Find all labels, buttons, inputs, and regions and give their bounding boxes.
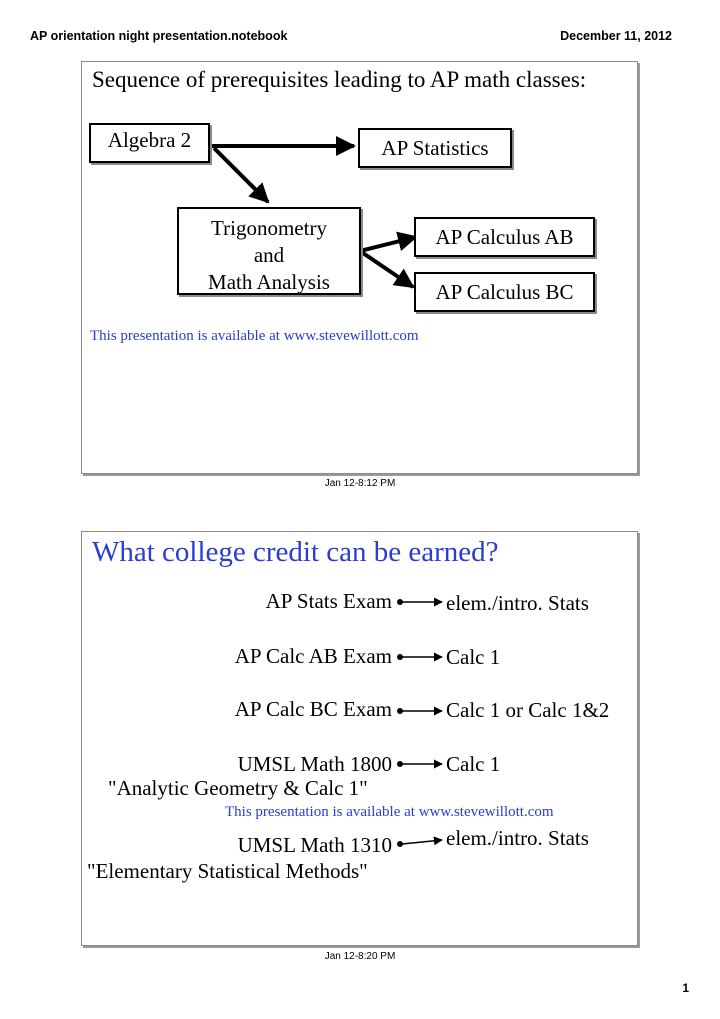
exam-ap-calc-bc: AP Calc BC Exam xyxy=(234,697,392,721)
box-trig-line3: Math Analysis xyxy=(208,269,330,294)
box-algebra-2 xyxy=(89,123,210,163)
credit-umsl-1310: elem./intro. Stats xyxy=(446,826,589,850)
slide2-timestamp: Jan 12-8:20 PM xyxy=(324,951,396,962)
arrow-trig-to-calcab xyxy=(360,237,416,251)
box-trig-line1: Trigonometry xyxy=(211,216,327,240)
page-number: 1 xyxy=(682,981,689,995)
credit-ap-calc-bc: Calc 1 or Calc 1&2 xyxy=(446,698,610,722)
arrow-algebra2-to-trig xyxy=(214,148,268,202)
box-ap-calculus-ab-label: AP Calculus AB xyxy=(435,224,574,249)
course-umsl-1310: "Elementary Statistical Methods" xyxy=(87,859,368,883)
header-date: December 11, 2012 xyxy=(560,29,672,43)
credit-ap-calc-ab: Calc 1 xyxy=(446,645,501,669)
box-trig-line2: and xyxy=(253,242,285,267)
slide-college-credit xyxy=(81,531,638,946)
box-ap-statistics-label: AP Statistics xyxy=(381,135,489,160)
slide1-title: Sequence of prerequisites leading to AP math classes: xyxy=(92,67,587,92)
slide-prerequisites xyxy=(81,61,638,474)
credit-connector-4 xyxy=(397,840,442,847)
course-umsl-1800: "Analytic Geometry & Calc 1" xyxy=(108,776,368,800)
notebook-filename: AP orientation night presentation.notebook xyxy=(30,29,288,43)
slide1-timestamp: Jan 12-8:12 PM xyxy=(324,478,396,489)
exam-umsl-1800: UMSL Math 1800 xyxy=(237,752,392,776)
exam-umsl-1310: UMSL Math 1310 xyxy=(237,833,392,857)
credit-connector-2 xyxy=(397,708,442,714)
box-ap-calculus-ab xyxy=(414,217,595,257)
box-algebra-2-label: Algebra 2 xyxy=(107,128,192,152)
exam-ap-stats: AP Stats Exam xyxy=(265,589,392,613)
slide2-title: What college credit can be earned? xyxy=(92,536,499,568)
slide1-availability-note: This presentation is available at www.stevewillott.com xyxy=(90,328,419,344)
box-ap-calculus-bc xyxy=(414,272,595,312)
credit-ap-stats: elem./intro. Stats xyxy=(446,591,589,615)
arrow-trig-to-calcbc xyxy=(360,251,413,287)
slide2-availability-note: This presentation is available at www.stevewillott.com xyxy=(225,804,554,820)
exam-ap-calc-ab: AP Calc AB Exam xyxy=(234,644,392,668)
box-ap-statistics xyxy=(358,128,512,168)
credit-connector-1 xyxy=(397,654,442,660)
credit-connector-3 xyxy=(397,761,442,767)
box-ap-calculus-bc-label: AP Calculus BC xyxy=(435,279,574,304)
credit-connector-0 xyxy=(397,599,442,605)
box-trig-math-analysis xyxy=(177,207,361,295)
credit-umsl-1800: Calc 1 xyxy=(446,752,501,776)
